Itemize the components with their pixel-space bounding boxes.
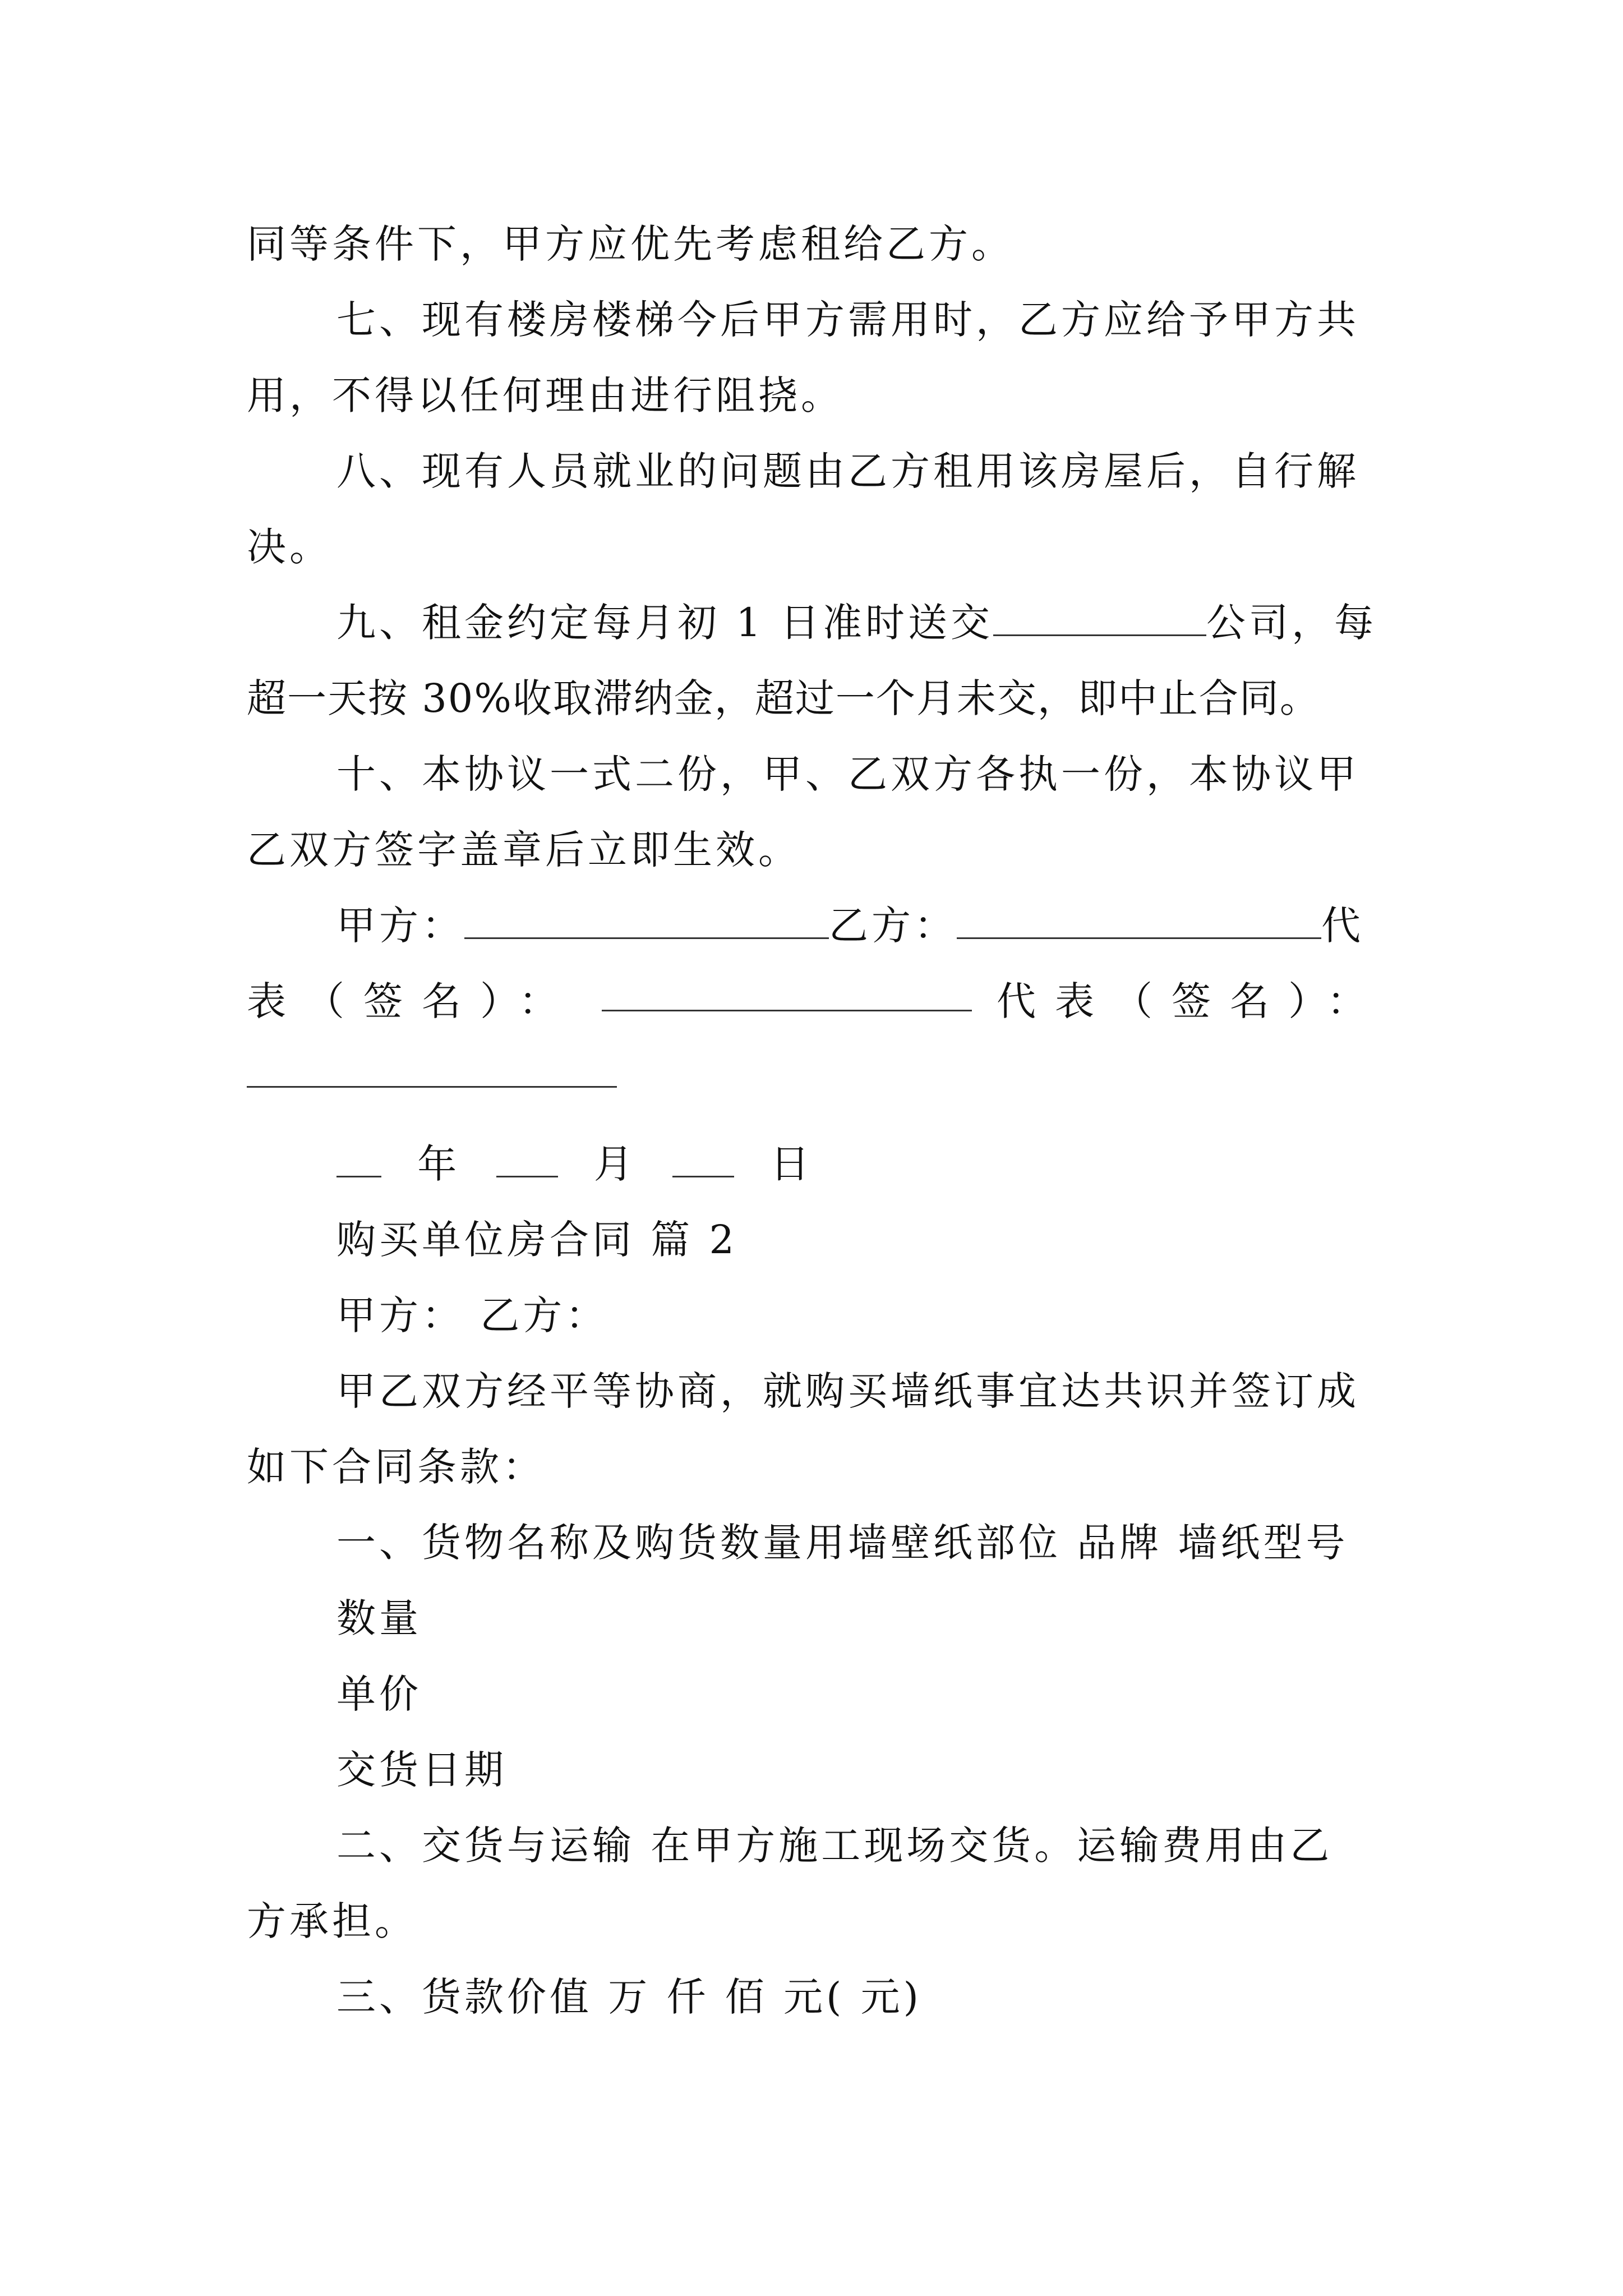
year-label: 年: [417, 1141, 460, 1187]
article-2-line-2: 方承担。: [247, 1898, 417, 1944]
clause-8-line-1: 八、现有人员就业的问题由乙方租用该房屋后，自行解: [336, 448, 1359, 494]
unit-price-label: 单价: [336, 1671, 422, 1717]
month-label: 月: [593, 1141, 637, 1187]
preamble-line-2: 如下合同条款：: [247, 1444, 545, 1490]
representative-label-start: 代: [1321, 903, 1364, 949]
clause-9-text-end: 公司，每: [1206, 600, 1377, 646]
article-2-line-1: 二、交货与运输 在甲方施工现场交货。运输费用由乙: [336, 1823, 1333, 1869]
signature-line-2: [247, 970, 1385, 1032]
party-b-blank: [957, 898, 1321, 939]
article-1-line: 一、货物名称及购货数量用墙壁纸部位 品牌 墙纸型号: [336, 1520, 1349, 1566]
party-a-blank: [464, 898, 829, 939]
preamble-line-1: 甲乙双方经平等协商，就购买墙纸事宜达共识并签订成: [336, 1368, 1359, 1414]
clause-9-line-1: [336, 592, 1385, 654]
representative-a-label: 表（签名）：: [247, 978, 577, 1024]
date-line: [336, 1133, 1385, 1195]
company-blank: [993, 595, 1206, 636]
parties-line: 甲方： 乙方：: [336, 1292, 608, 1338]
signature-line-1: [336, 895, 1385, 956]
year-blank: [336, 1137, 381, 1177]
clause-7-line-1: 七、现有楼房楼梯今后甲方需用时，乙方应给予甲方共: [336, 297, 1359, 343]
party-a-label: 甲方：: [336, 903, 464, 949]
signature-line-3: [247, 1043, 1385, 1105]
section-title: 购买单位房合同 篇 2: [336, 1217, 738, 1263]
month-blank: [496, 1137, 558, 1177]
clause-8-line-2: 决。: [247, 524, 332, 570]
representative-b-label: 代表（签名）：: [997, 978, 1385, 1024]
clause-9-text: 九、租金约定每月初 1 日准时送交: [336, 600, 994, 646]
clause-9-line-2: 超一天按 30%收取滞纳金，超过一个月未交，即中止合同。: [247, 675, 1320, 721]
clause-7-line-2: 用，不得以任何理由进行阻挠。: [247, 372, 843, 418]
representative-b-blank: [247, 1047, 617, 1088]
quantity-label: 数量: [336, 1595, 422, 1641]
party-b-label: 乙方：: [829, 903, 957, 949]
clause-10-line-2: 乙双方签字盖章后立即生效。: [247, 827, 801, 873]
article-3-line: 三、货款价值 万 仟 佰 元( 元): [336, 1974, 922, 2020]
day-label: 日: [770, 1141, 813, 1187]
representative-a-blank: [602, 970, 972, 1011]
clause-10-line-1: 十、本协议一式二份，甲、乙双方各执一份，本协议甲: [336, 751, 1359, 797]
paragraph-line: 同等条件下，甲方应优先考虑租给乙方。: [247, 221, 1014, 267]
day-blank: [672, 1137, 734, 1177]
delivery-date-label: 交货日期: [336, 1747, 507, 1793]
